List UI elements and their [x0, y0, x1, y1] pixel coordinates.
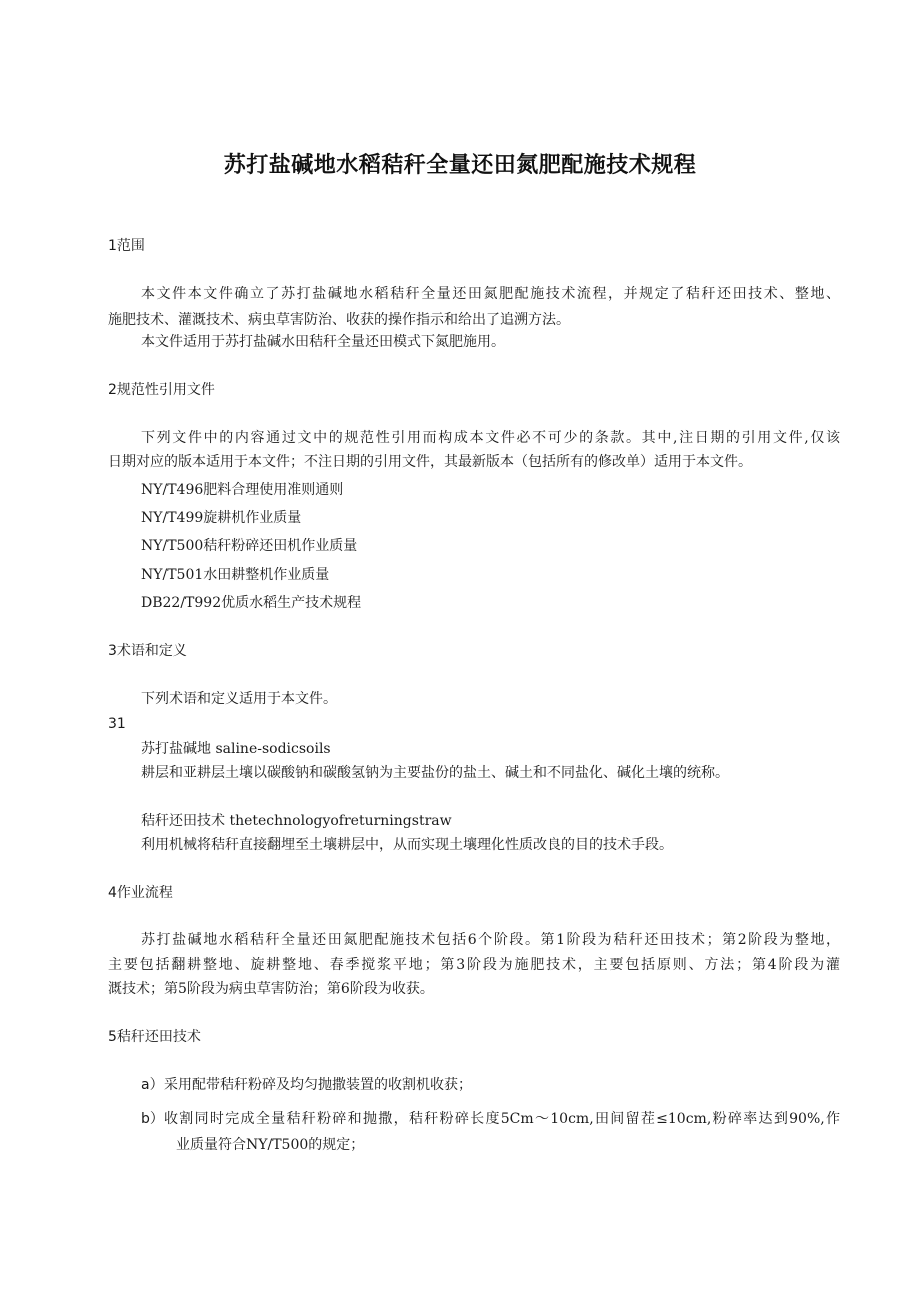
reference-item: NY/T501水田耕整机作业质量	[141, 567, 330, 583]
paragraph-line: 下列术语和定义适用于本文件。	[141, 691, 337, 707]
reference-item: NY/T499旋耕机作业质量	[141, 510, 302, 526]
paragraph-line: 本文件本文件确立了苏打盐碱地水稻秸秆全量还田氮肥配施技术流程，并规定了秸秆还田技术、整地、	[141, 286, 840, 302]
paragraph-line: 下列文件中的内容通过文中的规范性引用而构成本文件必不可少的条款。其中,注日期的引用文件,仅该	[141, 430, 840, 446]
list-item-text: 采用配带秸秆粉碎及均匀抛撒装置的收割机收获；	[164, 1077, 472, 1093]
section-heading-straw-returning: 5秸秆还田技术	[108, 1029, 201, 1045]
reference-item: NY/T500秸秆粉碎还田机作业质量	[141, 538, 358, 554]
document-title: 苏打盐碱地水稻秸秆全量还田氮肥配施技术规程	[223, 153, 697, 178]
reference-item: DB22/T992优质水稻生产技术规程	[141, 595, 362, 611]
list-item-text: 业质量符合NY/T500的规定；	[176, 1137, 365, 1153]
section-heading-workflow: 4作业流程	[108, 885, 173, 901]
term-number: 31	[108, 716, 126, 732]
list-marker: b）	[141, 1111, 164, 1127]
paragraph-line: 苏打盐碱地水稻秸秆全量还田氮肥配施技术包括6个阶段。第1阶段为秸秆还田技术；第2阶段为整地，	[141, 932, 840, 948]
list-marker: a）	[141, 1077, 164, 1093]
paragraph-line: 本文件适用于苏打盐碱水田秸秆全量还田模式下氮肥施用。	[141, 334, 505, 350]
term-definition: 利用机械将秸秆直接翻埋至土壤耕层中，从而实现土壤理化性质改良的目的技术手段。	[141, 837, 673, 853]
section-heading-normative-references: 2规范性引用文件	[108, 382, 215, 398]
term-title: 秸秆还田技术 thetechnologyofreturningstraw	[141, 813, 452, 829]
paragraph-line: 施肥技术、灌溉技术、病虫草害防治、收获的操作指示和给出了追溯方法。	[108, 312, 570, 328]
term-definition: 耕层和亚耕层土壤以碳酸钠和碳酸氢钠为主要盐份的盐土、碱土和不同盐化、碱化土壤的统称。	[141, 765, 729, 781]
term-title: 苏打盐碱地 saline-sodicsoils	[141, 741, 331, 757]
paragraph-line: 主要包括翻耕整地、旋耕整地、春季搅浆平地；第3阶段为施肥技术，主要包括原则、方法；第4阶段为灌	[108, 957, 840, 973]
paragraph-line: 日期对应的版本适用于本文件；不注日期的引用文件，其最新版本（包括所有的修改单）适用于本文件。	[108, 454, 752, 470]
paragraph-line: 溉技术；第5阶段为病虫草害防治；第6阶段为收获。	[108, 981, 434, 997]
section-heading-scope: 1范围	[108, 238, 145, 254]
list-item-text: 收割同时完成全量秸秆粉碎和抛撒，秸秆粉碎长度5Cm～10cm,田间留茬≤10cm,粉碎率达到90%,作	[164, 1111, 840, 1127]
reference-item: NY/T496肥料合理使用准则通则	[141, 482, 344, 498]
section-heading-terms-definitions: 3术语和定义	[108, 643, 187, 659]
